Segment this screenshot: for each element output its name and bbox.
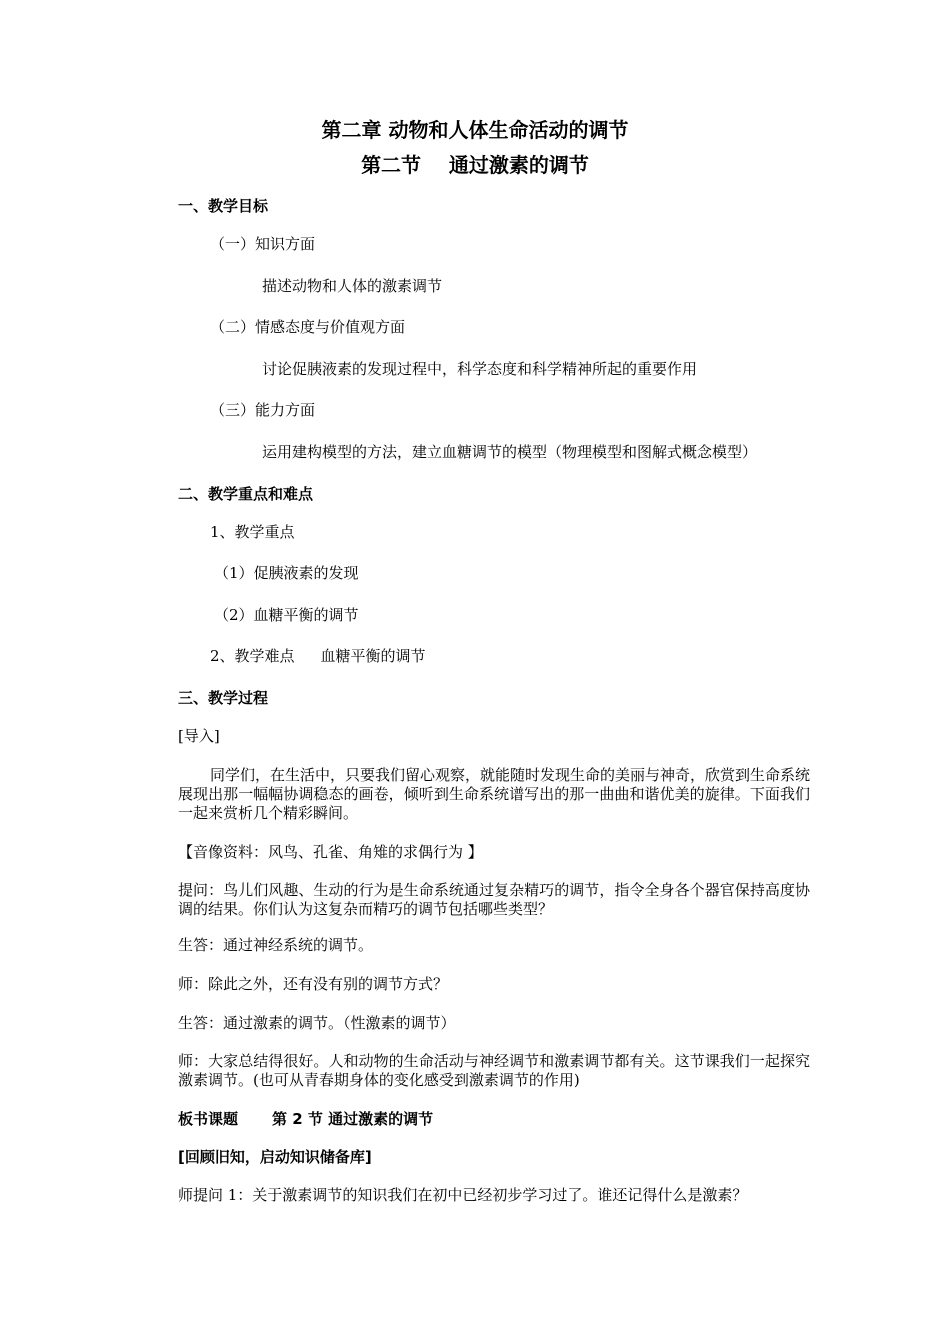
emotion-label: （二）情感态度与价值观方面: [210, 318, 406, 336]
question-1: 提问：鸟儿们风趣、生动的行为是生命系统通过复杂精巧的调节，指令全身各个器官保持高度协调的结果。你们认为这复杂而精巧的调节包括哪些类型？: [178, 881, 810, 918]
knowledge-text: 描述动物和人体的激素调节: [262, 277, 443, 295]
student-answer-2: 生答：通过激素的调节。（性激素的调节）: [178, 1014, 456, 1032]
key-point-label: 1、教学重点: [210, 523, 295, 541]
board-title-line: [178, 1110, 433, 1128]
intro-paragraph: 同学们，在生活中，只要我们留心观察，就能随时发现生命的美丽与神奇，欣赏到生命系统展现出那一幅幅协调稳态的画卷，倾听到生命系统谱写出的那一曲曲和谐优美的旋律。下面我们一起来赏析几个精彩瞬间。: [178, 766, 811, 822]
section-title: 第二节 通过激素的调节: [361, 153, 589, 177]
board-title: 第 2 节 通过激素的调节: [272, 1110, 434, 1128]
teacher-line-1: 师：除此之外，还有没有别的调节方式？: [178, 975, 449, 993]
review-tag: [回顾旧知，启动知识储备库]: [178, 1148, 372, 1166]
intro-tag: [导入]: [178, 727, 220, 745]
emotion-text: 讨论促胰液素的发现过程中，科学态度和科学精神所起的重要作用: [262, 360, 698, 378]
knowledge-label: （一）知识方面: [210, 235, 316, 253]
board-label: 板书课题: [178, 1110, 239, 1128]
student-answer-1: 生答：通过神经系统的调节。: [178, 936, 374, 954]
difficulty-text: 血糖平衡的调节: [320, 647, 426, 665]
chapter-title: 第二章 动物和人体生命活动的调节: [321, 118, 629, 142]
key-point-2: （2）血糖平衡的调节: [214, 606, 359, 624]
ability-label: （三）能力方面: [210, 401, 316, 419]
difficulty-label: 2、教学难点: [210, 647, 295, 665]
teacher-question-1: 师提问 1：关于激素调节的知识我们在初中已经初步学习过了。谁还记得什么是激素？: [178, 1186, 748, 1204]
teacher-line-2: 师：大家总结得很好。人和动物的生命活动与神经调节和激素调节都有关。这节课我们一起探究激素调节。(也可从青春期身体的变化感受到激素调节的作用): [178, 1052, 810, 1089]
ability-text: 运用建构模型的方法，建立血糖调节的模型（物理模型和图解式概念模型）: [262, 443, 758, 461]
media-note: 【音像资料：风鸟、孔雀、角雉的求偶行为 】: [178, 843, 483, 861]
key-point-1: （1）促胰液素的发现: [214, 564, 359, 582]
difficulty-line: [210, 647, 426, 665]
heading-teaching-goals: 一、教学目标: [178, 197, 269, 215]
heading-key-points: 二、教学重点和难点: [178, 485, 314, 503]
heading-process: 三、教学过程: [178, 689, 269, 707]
